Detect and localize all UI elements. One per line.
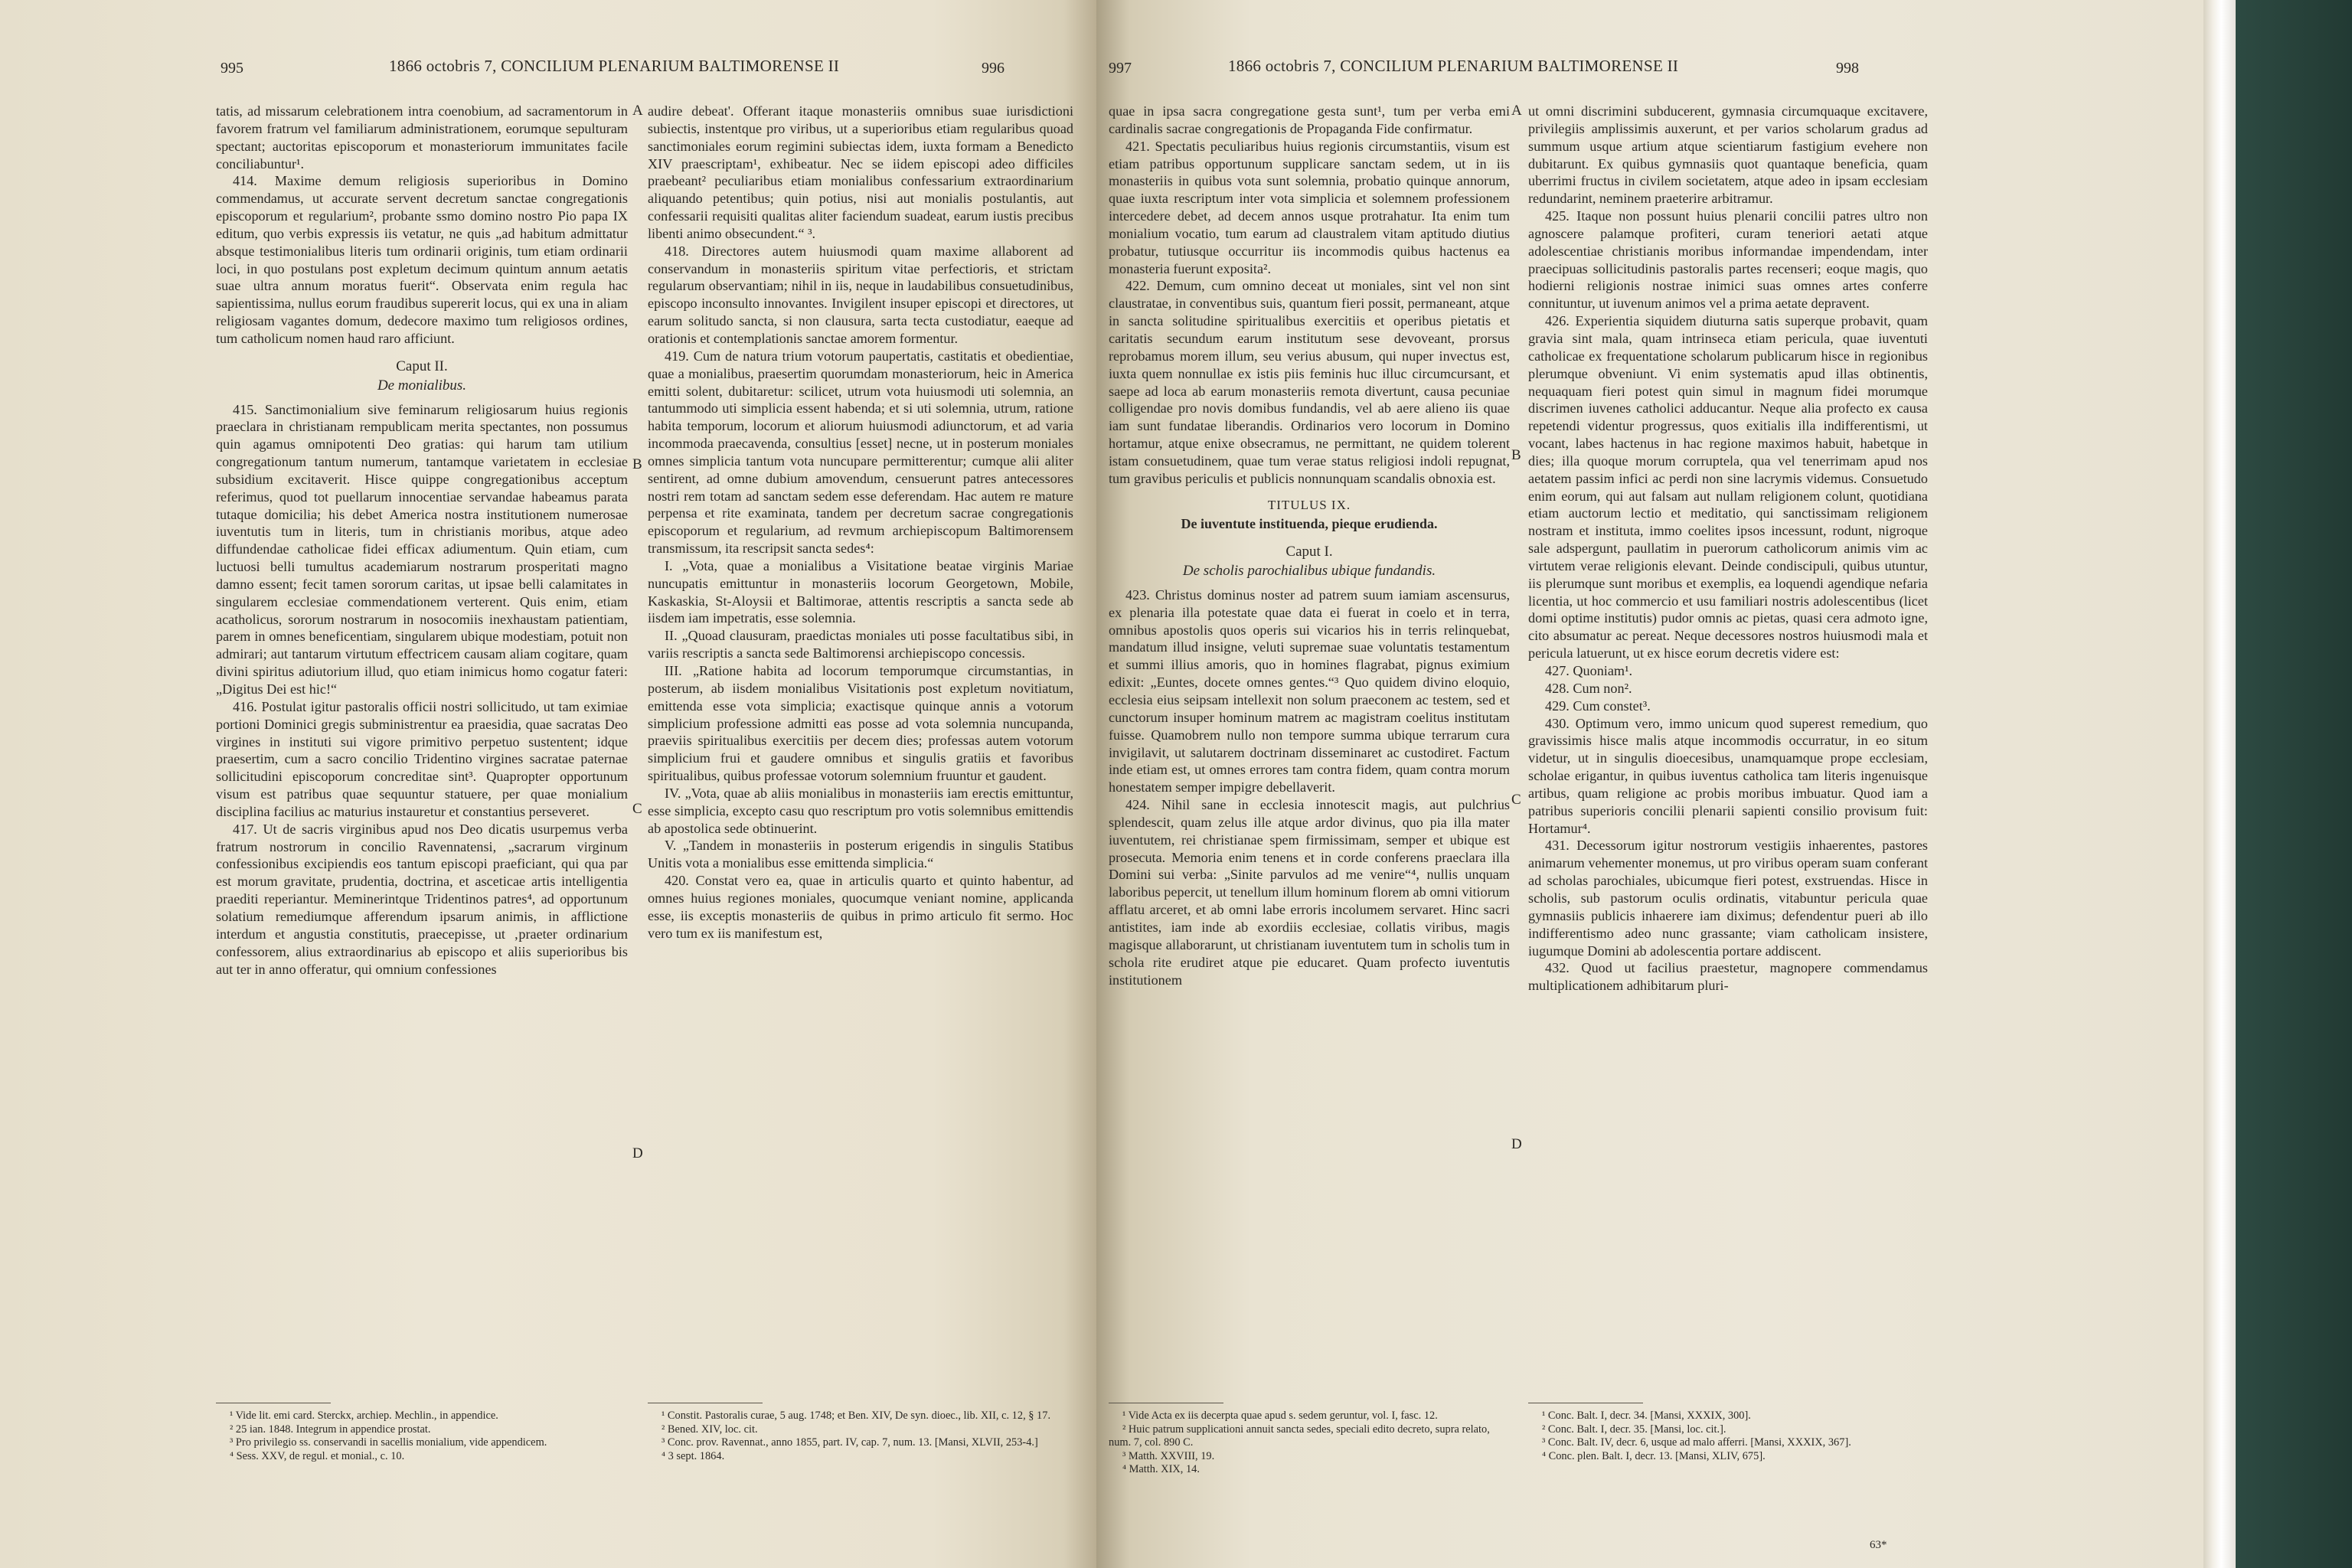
- margin-letter-b-right: B: [1511, 447, 1521, 463]
- running-title-right: 1866 octobris 7, CONCILIUM PLENARIUM BALTIMORENSE II: [1228, 57, 1679, 75]
- footnote: ² Huic patrum supplicationi annuit sancta sedes, speciali edito decreto, supra relato, num. 7, col. 890 C.: [1109, 1423, 1490, 1449]
- running-title: 1866 octobris 7, CONCILIUM PLENARIUM BALTIMORENSE II: [389, 57, 840, 75]
- right-page-column-1: [1109, 103, 1510, 988]
- margin-letter-c-right: C: [1511, 792, 1521, 808]
- heading: De iuventute instituenda, pieque erudienda.: [1181, 516, 1438, 532]
- page-number-996: 996: [982, 60, 1004, 77]
- paragraph: 426. Experientia siquidem diuturna satis superque probavit, quam gravia sint mala, quam intrinseca etiam pericula, quae iuventuti catholicae ex frequentatione scholarum publicarum hisce in regionibus plerumque obveniunt. Vi enim systematis apud illas obtinentis, nequaquam fieri potest quin simul in magnum fidei morumque discrimen iuvenes catholici adducantur. Neque alia profecto ex causa repetendi videntur progressus, quos exitialis illa indifferentismi, ut vocant, labes hactenus in hac regione maximos habuit, habetque in dies; illa quoque morum corruptela, qua vel tenerrimam apud nos aetatem passim infici ac perdi non sine lacrymis videmus. Consuetudo enim eorum, qui aut falsam aut nullam religionem colunt, quotidiana etiam auctorum lectio et meditatio, qui sanctissimam religionem nostram et instituta, immo coelites ipsos incessunt, rodunt, nigroque sale adspergunt, paullatim in puerorum catholicorum animis vim ac virtutem verae religionis elevant. Deinde condiscipuli, quibus utuntur, iis plerumque sunt moribus et exemplis, ea loquendi agendique nefaria licentia, ut hoc commercio et usu familiari nostris adolescentibus (licet domi optime institutis) pudor omnis ac pietas, quasi cera admoto igne, cito absumatur ac pereat. Neque decessores nostros huiusmodi mala et pericula latuerunt, ut ex hisce eorum decretis videre est:: [1528, 313, 1928, 662]
- heading: De scholis parochialibus ubique fundandis.: [1182, 563, 1436, 580]
- paragraph: 414. Maxime demum religiosis superioribus in Domino commendamus, ut accurate servent decretum sanctae congregationis episcoporum et regularium², probante ssmo domino nostro Pio papa IX editum, quo verbis expressis iis vetatur, ne quis „ad habitum admittatur absque testimonialibus literis tum ordinarii originis, tum etiam ordinarii loci, in quo postulans post expletum decimum quintum annum aetatis suae ultra annum moratus fuerit“. Observata enim regula hac sapientissima, nullus eorum fraudibus supererit locus, qui ex una in aliam religiosam vagantes domum, dedecore maximo tum religiosos ordines, tum catholicum nomen haud raro afficiunt.: [216, 173, 628, 346]
- footnote: ³ Conc. Balt. IV, decr. 6, usque ad malo afferri. [Mansi, XXXIX, 367].: [1542, 1436, 1851, 1449]
- background-edge: [2236, 0, 2352, 1568]
- paragraph: 424. Nihil sane in ecclesia innotescit magis, aut pulchrius splendescit, quam zelus ille atque ardor divinus, quo pia illa mater iuventutem, rei christianae spem firmissimam, semper et ubique est prosecuta. Memoria enim tenens et in corde conferens praeclara illa Domini sui verba: „Sinite parvulos ad me venire“⁴, nullis unquam laboribus pepercit, ut tenellum illum hominum florem ab omni vitiorum afflatu arceret, et ab omni labe erroris incolumem servaret. Hinc sacri antistites, iam inde ab exordiis ecclesiae, collatis viribus, magis magisque allaborarunt, ut christianam iuventutem tum in scholis tum in schola rite erudiret atque pie educaret. Quam profecto iuventutis institutionem: [1109, 797, 1510, 988]
- heading: Caput I.: [1285, 544, 1333, 560]
- footnote: ¹ Vide Acta ex iis decerpta quae apud s. sedem geruntur, vol. I, fasc. 12.: [1122, 1410, 1438, 1422]
- heading: TITULUS IX.: [1267, 497, 1351, 512]
- margin-letter-a: A: [632, 103, 643, 119]
- paragraph: V. „Tandem in monasteriis in posterum erigendis in singulis Statibus Unitis vota a monialibus esse emittenda simplicia.“: [648, 838, 1073, 871]
- margin-letter-d-right: D: [1511, 1136, 1522, 1152]
- footnote: ⁴ 3 sept. 1864.: [662, 1449, 725, 1462]
- paragraph: 416. Postulat igitur pastoralis officii nostri sollicitudo, ut tam eximiae portioni Dominici gregis subministrentur ea praesidia, quae sacratas Deo virgines in instituti sui vigore primitivo perpetuo sustentent; idque praesertim, cum a sacro concilio Tridentino virgines sacratae paternae sollicitudini episcoporum concreditae sint³. Quapropter opportunum visum est patribus quae sequuntur statuere, per quae monialium disciplina facilius ac maturius instauretur et constantius perseveret.: [216, 698, 628, 819]
- left-footnotes-col-1: [216, 1403, 628, 1463]
- page-number-995: 995: [220, 60, 243, 77]
- paragraph: audire debeat'. Offerant itaque monasteriis omnibus suae iurisdictioni subiectis, instentque pro viribus, ut a superioribus etiam regularibus quoad sanctimoniales eorum regimini subiectas idem, iuxta formam a Benedicto XIV praescriptam¹, exhibeatur. Nec se iidem episcopi adeo difficiles praebeant² peculiaribus etiam monialibus confessarium extraordinarium aliquando petentibus; quin potius, nisi aut monialis postulantis, aut confessarii requisiti qualitas aliter faciendum suadeat, earum iustis precibus libenti animo obsecundent.“ ³.: [648, 103, 1073, 241]
- margin-letter-d: D: [632, 1145, 643, 1161]
- paragraph: quae in ipsa sacra congregatione gesta sunt¹, tum per verba emi cardinalis sacrae congregationis de Propaganda Fide confirmatur.: [1109, 103, 1510, 136]
- paragraph: 432. Quod ut facilius praestetur, magnopere commendamus multiplicationem adhibitarum pluri-: [1528, 960, 1928, 994]
- page-number-998: 998: [1836, 60, 1859, 77]
- footnote: ⁴ Conc. plen. Balt. I, decr. 13. [Mansi, XLIV, 675].: [1542, 1449, 1766, 1462]
- paragraph: 421. Spectatis peculiaribus huius regionis circumstantiis, visum est etiam patribus opportunum supplicare sanctam sedem, ut in iis monasteriis in quibus vota sunt solemnia, probatio quinque annorum, quae iuxta rescriptum inter vota simplicia et solemnem professionem intercedere debet, ad decem annos usque protrahatur. Ita enim tum monialium vocatio, tum earum ad claustralem vitam aptitudo diutius probatur, tutiusque occurritur iis incommodis quibus hactenus ea monasteria fuerunt exposita².: [1109, 138, 1510, 276]
- paragraph: 420. Constat vero ea, quae in articulis quarto et quinto habentur, ad omnes huius regiones moniales, quocumque veniant nomine, applicanda esse, iis exceptis monasteriis de quibus in primo articulo fit sermo. Hoc vero tum ex iis manifestum est,: [648, 873, 1073, 941]
- paragraph: 431. Decessorum igitur nostrorum vestigiis inhaerentes, pastores animarum vehementer monemus, ut pro viribus operam suam conferant ad scholas parochiales, ubicumque fieri potest, exstruendas. Hisce in scholis, sub pastorum oculis ordinatis, vitabuntur pericula quae gymnasiis publicis inhaerere iam diximus; defendentur pueri ab illo indifferentismo adeo nunc grassante; viam catholicam insistere, iugumque Domini ab adolescentia portare addiscent.: [1528, 838, 1928, 959]
- paragraph: IV. „Vota, quae ab aliis monialibus in monasteriis iam erectis emittuntur, esse simplicia, excepto casu quo rescriptum pro votis solemnibus emittendis ab apostolica sede obtinuerint.: [648, 785, 1073, 836]
- paragraph: II. „Quoad clausuram, praedictas moniales uti posse facultatibus sibi, in variis rescriptis a sancta sede Baltimorensi archiepiscopo concessis.: [648, 628, 1073, 662]
- paragraph: 417. Ut de sacris virginibus apud nos Deo dicatis usurpemus verba fratrum nostrorum in concilio Ravennatensi, „sacrarum virginum confessionibus excipiendis eos tantum episcopi praeficiant, qui qua par est morum gravitate, prudentia, doctrina, et asceticae artis intelligentia praediti reperiantur. Meminerintque Tridentinos patres⁴, ad opportunum solatium remediumque afferendum ipsarum animis, in afflictione interdum et angustia constitutis, praecepisse, ut ‚praeter ordinarium confessorem, alius extraordinarius ab episcopo et aliis superioribus bis aut ter in anno offeratur, qui omnium confessiones: [216, 821, 628, 977]
- signature-mark: 63*: [1870, 1539, 1887, 1551]
- left-page: [0, 0, 1096, 1568]
- paragraph: tatis, ad missarum celebrationem intra coenobium, ad sacramentorum in favorem fratrum vel familiarum administrationem, eorumque sepulturam spectant; auctoritas episcoporum et monasteriorum immunitates facile conciliabuntur¹.: [216, 103, 628, 172]
- left-page-column-1: [216, 103, 628, 978]
- paragraph: 415. Sanctimonialium sive feminarum religiosarum huius regionis praeclara in christianam rempublicam merita spectantes, non possumus quin agamus omnipotenti Deo gratias: qui harum tam utilium congregationum tantum numerum, tantamque varietatem in ecclesiae subsidium excitaverit. Hisce quippe congregationibus acceptum referimus, quod tot puellarum innocentiae servandae habeamus parata tutaque domicilia; his debet America nostra institutionem numerosae iuventutis tum in literis, tum in christianis moribus, atque adeo diffundendae catholicae fidei efficax adiumentum. Quin etiam, cum luctuosi belli tumultus academiarum nostrarum prosperitati magno damno essent; fecit tamen sororum caritas, ut ipsae belli calamitates in singularem ecclesiae commendationem verterent. Quis enim, etiam acatholicus, sororum nostrarum in nosocomiis inexhaustam patientiam, parem in omnes beneficentiam, singularem ubique modestiam, potuit non admirari; aut tantarum virtutum effectricem causam aliam cogitare, quam divini spiritus adiutorium illud, quo etiam inimicus homo cogatur fateri: „Digitus Dei est hic!“: [216, 401, 628, 697]
- right-footnotes-col-1: [1109, 1403, 1510, 1477]
- paragraph: I. „Vota, quae a monialibus a Visitatione beatae virginis Mariae nuncupatis emittuntur in monasteriis locorum Georgetown, Mobile, Kaskaskia, St-Aloysii et Baltimorae, attentis rescriptis a sancta sede ab iisdem iam impetratis, esse solemnia.: [648, 557, 1073, 626]
- page-edge: [2203, 0, 2236, 1568]
- paragraph: 430. Optimum vero, immo unicum quod superest remedium, quo gravissimis hisce malis atque incommodis occurratur, in eo situm videtur, ut in singulis dioecesibus, unamquamque prope ecclesiam, scholae erigantur, in quibus iuventus catholica tam literis ingenuisque artibus, quam religione ac probis moribus imbuatur. Quod iam a patribus superioris concilii plenarii sapienti consilio provisum fuit: Hortamur⁴.: [1528, 715, 1928, 836]
- paragraph: 425. Itaque non possunt huius plenarii concilii patres ultro non agnoscere palamque profiteri, curam teneriori aetati atque adolescentiae christianis moribus informandae impendendam, inter praecipuas sollicitudinis pastoralis partes recenseri; eoque magis, quo hodierni religionis nostrae inimici suas omnes artes conferre connituntur, ut iuvenum animos vel a prima aetate depravent.: [1528, 208, 1928, 312]
- heading: De monialibus.: [377, 377, 467, 394]
- page-number-997: 997: [1109, 60, 1132, 77]
- paragraph: 427. Quoniam¹.: [1545, 663, 1633, 678]
- footnote: ⁴ Sess. XXV, de regul. et monial., c. 10.: [230, 1449, 405, 1462]
- footnote: ³ Matth. XXVIII, 19.: [1122, 1449, 1215, 1462]
- footnote: ² Bened. XIV, loc. cit.: [662, 1423, 758, 1436]
- paragraph: 418. Directores autem huiusmodi quam maxime allaborent ad conservandum in monasteriis spiritum vitae perfectioris, et strictam regularum observantiam; nihil in iis, neque in laudabilibus consuetudinibus, episcopo inconsulto innovantes. Invigilent insuper episcopi et directores, ut earum solitudo sancta, si non clausura, sarta tecta custodiatur, eaeque ad orationis et contemplationis sanctae amorem formentur.: [648, 243, 1073, 346]
- footnote: ³ Conc. prov. Ravennat., anno 1855, part. IV, cap. 7, num. 13. [Mansi, XLVII, 253-4.]: [662, 1436, 1038, 1449]
- footnote: ³ Pro privilegio ss. conservandi in sacellis monialium, vide appendicem.: [230, 1436, 547, 1449]
- footnote: ⁴ Matth. XIX, 14.: [1122, 1463, 1200, 1475]
- footnote: ¹ Constit. Pastoralis curae, 5 aug. 1748; et Ben. XIV, De syn. dioec., lib. XII, c. 12, § 17.: [662, 1410, 1051, 1422]
- margin-letter-c: C: [632, 801, 642, 817]
- paragraph: 428. Cum non².: [1545, 680, 1632, 696]
- footnote: ² Conc. Balt. I, decr. 35. [Mansi, loc. cit.].: [1542, 1423, 1726, 1436]
- right-page-column-2: [1528, 103, 1928, 995]
- paragraph: 423. Christus dominus noster ad patrem suum iamiam ascensurus, ex plenaria illa potestate quae data ei fuerat in coelo et in terra, omnibus apostolis quos operis sui vicarios his in terris relinquebat, mandatum illud insigne, veluti supremae suae voluntatis testamentum et summi illius amoris, quo in homines flagrabat, pignus eximium edixit: „Euntes, docete omnes gentes.“³ Quo quidem divino eloquio, ecclesia eius seipsam intellexit non solum praeconem ac testem, sed et cunctorum insuper hominum matrem ac magistram coelitus institutam fuisse. Quamobrem nullo non tempore summa ubique terrarum cura invigilavit, ut salutarem doctrinam disseminaret ac custodiret. Factum inde etiam est, ut omnes errores tam contra fidem, quam contra morum honestatem semper impigre debellaverit.: [1109, 586, 1510, 795]
- paragraph: III. „Ratione habita ad locorum temporumque circumstantias, in posterum, ab iisdem monialibus Visitationis post expletum novitiatum, emittenda esse vota simplicia; exactisque quinque annis a votorum simplicium professione admitti eas posse ad vota solemnia nuncupanda, praeviis spiritualibus exercitiis per decem dies; professas autem votorum simplicium frui et gaudere omnibus et singulis gratiis et favoribus spiritualibus, quibus professae votorum solemnium fruuntur et gaudent.: [648, 663, 1073, 784]
- margin-letter-a-right: A: [1511, 103, 1522, 119]
- footnote: ² 25 ian. 1848. Integrum in appendice prostat.: [230, 1423, 431, 1436]
- right-footnotes-col-2: [1528, 1403, 1928, 1463]
- paragraph: 429. Cum constet³.: [1545, 697, 1651, 714]
- footnote: ¹ Conc. Balt. I, decr. 34. [Mansi, XXXIX, 300].: [1542, 1410, 1751, 1422]
- margin-letter-b: B: [632, 456, 642, 472]
- right-page: [1096, 0, 2205, 1568]
- paragraph: 419. Cum de natura trium votorum paupertatis, castitatis et obedientiae, quae a monialibus, praesertim quorumdam monasteriorum, heic in America emitti solent, dubitaretur: scilicet, utrum vota huiusmodi uti solemnia, an tantummodo uti simplicia essent habenda; et si uti solemnia, utrum, ratione habita temporum, locorum et aliorum huiusmodi adiunctorum, et ad varia incommoda praecavenda, consultius [esset] necne, ut in posterum moniales omnes simplicia tantum vota nuncupare permitterentur; cumque alii aliter sentirent, ad omne dubium amovendum, censuerunt patres antecessores nostri rem totam ad sanctam sedem esse deferendam. Hac autem re mature perpensa et rite examinata, tandem per decretum sacrae congregationis episcoporum et regularium, ad revmum archiepiscopum Baltimorensem transmissum, ita rescripsit sancta sedes⁴:: [648, 348, 1073, 557]
- left-page-column-2: [648, 103, 1073, 942]
- footnote: ¹ Vide lit. emi card. Sterckx, archiep. Mechlin., in appendice.: [230, 1410, 498, 1422]
- left-footnotes-col-2: [648, 1403, 1073, 1463]
- heading: Caput II.: [396, 358, 448, 374]
- paragraph: 422. Demum, cum omnino deceat ut moniales, sint vel non sint claustratae, in conventibus suis, quantum fieri possit, permaneant, atque in sancta solitudine spiritualibus exercitiis et operibus pietatis et caritatis secundum earum institutum sese devoveant, prorsus reprobamus morem illum, seu verius abusum, qui nuper invectus est, iuxta quem nonnullae ex istis piis feminis huc illuc circumcursant, et saepe ad loca ab earum monasteriis remota divertunt, causa pecuniae colligendae pro novis domibus fundandis, vel ab aere alieno iis quae iam sunt fundatae liberandis. Ordinarios vero locorum in Domino hortamur, atque enixe obsecramus, ne permittant, ne quidem tolerent istam consuetudinem, quae tum verae status religiosi indoli repugnat, tum gravibus periculis et publicis nonnunquam scandalis obnoxia est.: [1109, 278, 1510, 486]
- paragraph: ut omni discrimini subducerent, gymnasia circumquaque excitavere, privilegiis amplissimis auxerunt, et per varios scholarum gradus ad summum usque artium atque scientiarum fastigium evehere non dubitarunt. Ex quibus gymnasiis quot quantaque beneficia, quam uberrimi fructus in civilem societatem, atque adeo in ipsam ecclesiam redundarint, neminem praeterire arbitramur.: [1528, 103, 1928, 207]
